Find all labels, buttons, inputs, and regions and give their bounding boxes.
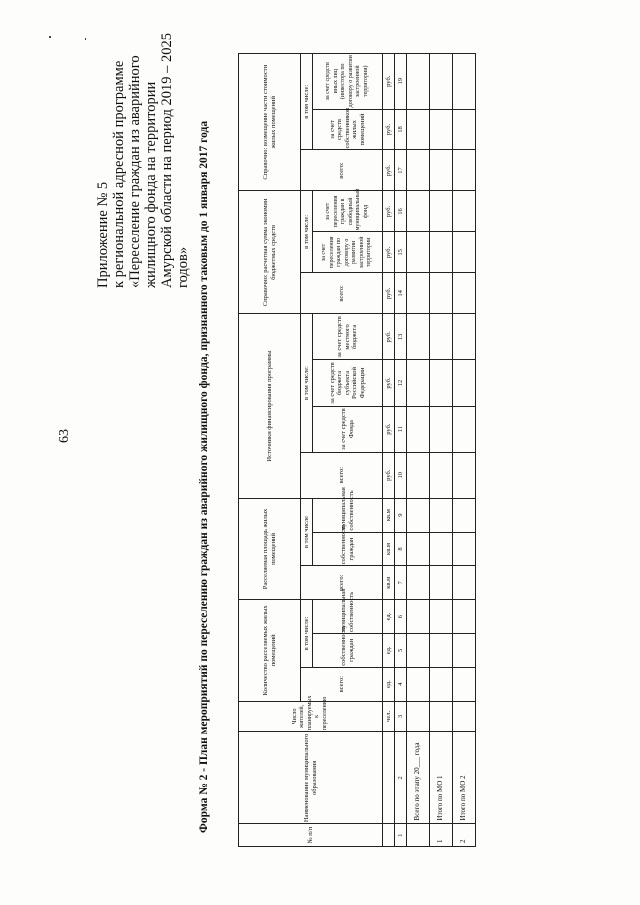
column-number: 13	[395, 314, 407, 360]
unit-cell	[383, 732, 395, 824]
column-number: 8	[395, 532, 407, 566]
appendix-line: Приложение № 5	[95, 181, 111, 288]
table-row	[407, 54, 430, 847]
appendix-line: к региональной адресной программе	[111, 60, 127, 288]
page-number: 63	[57, 429, 72, 443]
row-name: Итого по МО 2	[453, 732, 476, 824]
header-incl: в том числе:	[301, 314, 313, 452]
unit-cell: кв.м	[383, 498, 395, 532]
appendix-line: жилищного фонда на территории	[143, 81, 159, 288]
column-number: 9	[395, 498, 407, 532]
row-number	[407, 824, 430, 847]
unit-cell: руб.	[383, 191, 395, 232]
column-number: 6	[395, 600, 407, 634]
column-numbers-row	[395, 54, 407, 847]
header-funding: Источники финансирования программы	[239, 314, 301, 498]
header-incl: в том числе:	[301, 600, 313, 668]
unit-cell: руб.	[383, 109, 395, 150]
resettlement-plan-table	[238, 53, 476, 847]
header-own-citizens: собственность граждан	[313, 633, 383, 667]
header-incl: в том числе:	[301, 191, 313, 273]
column-number: 2	[395, 732, 407, 824]
column-number: 5	[395, 633, 407, 667]
unit-cell: руб.	[383, 150, 395, 191]
appendix-line: «Переселение граждан из аварийного	[127, 55, 143, 288]
header-residents: Число жителей, планируемых к переселению	[239, 701, 383, 732]
column-number: 15	[395, 232, 407, 273]
header-total: всего:	[301, 667, 383, 701]
unit-cell: руб.	[383, 54, 395, 110]
header-incl: в том числе	[301, 498, 313, 566]
column-number: 1	[395, 824, 407, 847]
column-number: 18	[395, 109, 407, 150]
unit-cell: ед.	[383, 633, 395, 667]
unit-cell	[383, 824, 395, 847]
unit-cell: ед.	[383, 667, 395, 701]
table-row	[453, 54, 476, 847]
column-number: 12	[395, 360, 407, 406]
column-number: 16	[395, 191, 407, 232]
header-saving-free: за счет переселения граждан в свободный муниципальный фонд	[313, 191, 383, 232]
header-ref-cost: Справочно: возмещение части стоимости жилых помещений	[239, 54, 301, 191]
unit-cell: кв.м	[383, 532, 395, 566]
header-own-municipal: муниципальная собственность	[313, 600, 383, 634]
scan-speck	[85, 38, 86, 40]
header-area: Расселяемая площадь жилых помещений	[239, 498, 301, 599]
appendix-line: годов»	[175, 246, 191, 288]
unit-cell: руб.	[383, 452, 395, 498]
unit-cell: кв.м	[383, 566, 395, 600]
table-row	[430, 54, 453, 847]
header-fund: за счет средств Фонда	[313, 406, 383, 452]
column-number: 11	[395, 406, 407, 452]
header-local-budget: за счет средств местного бюджета	[313, 314, 383, 360]
header-saving-contract: за счет переселения граждан по договору о развитии застроенной территории	[313, 232, 383, 273]
header-total: всего:	[301, 566, 383, 600]
column-number: 7	[395, 566, 407, 600]
header-mo-name: Наименование муниципального образования	[239, 732, 383, 824]
row-name: Всего по этапу 20___ года	[407, 732, 430, 824]
header-total: всего:	[301, 273, 383, 314]
unit-cell: руб.	[383, 273, 395, 314]
header-own-municipal: муниципальная собственность	[313, 498, 383, 532]
unit-cell: ед.	[383, 600, 395, 634]
row-number: 2	[453, 824, 476, 847]
unit-cell: руб.	[383, 360, 395, 406]
unit-cell: руб.	[383, 406, 395, 452]
column-number: 17	[395, 150, 407, 191]
header-ref-saving: Справочно: расчетная сумма экономии бюджетных средств	[239, 191, 301, 314]
scan-speck	[49, 36, 51, 38]
header-other-funds: за счет средств иных лиц (инвестора по договору о развитии застроенной территории)	[313, 54, 383, 110]
unit-cell: руб.	[383, 314, 395, 360]
header-own-citizens: собственность граждан	[313, 532, 383, 566]
column-number: 19	[395, 54, 407, 110]
header-incl: в том числе:	[301, 54, 313, 150]
column-number: 10	[395, 452, 407, 498]
column-number: 3	[395, 701, 407, 732]
row-number: 1	[430, 824, 453, 847]
row-name: Итого по МО 1	[430, 732, 453, 824]
form-title: Форма № 2 - План мероприятий по переселению граждан из аварийного жилищного фонда, признанного таковым до 1 января 2017 года	[198, 120, 210, 833]
header-total: всего:	[301, 150, 383, 191]
units-row	[383, 54, 395, 847]
appendix-line: Амурской области на период 2019 – 2025	[159, 33, 175, 288]
unit-cell: руб.	[383, 232, 395, 273]
column-number: 4	[395, 667, 407, 701]
header-owners-funds: за счет средств собственников жилых помещений	[313, 109, 383, 150]
unit-cell: чел.	[383, 701, 395, 732]
header-total: всего:	[301, 452, 383, 498]
column-number: 14	[395, 273, 407, 314]
header-subject-budget: за счет средств бюджета субъекта Российской Федерации	[313, 360, 383, 406]
header-rooms-count: Количество расселяемых жилых помещений	[239, 600, 301, 701]
header-num: № п/п	[239, 824, 383, 847]
plan-table	[238, 53, 475, 847]
